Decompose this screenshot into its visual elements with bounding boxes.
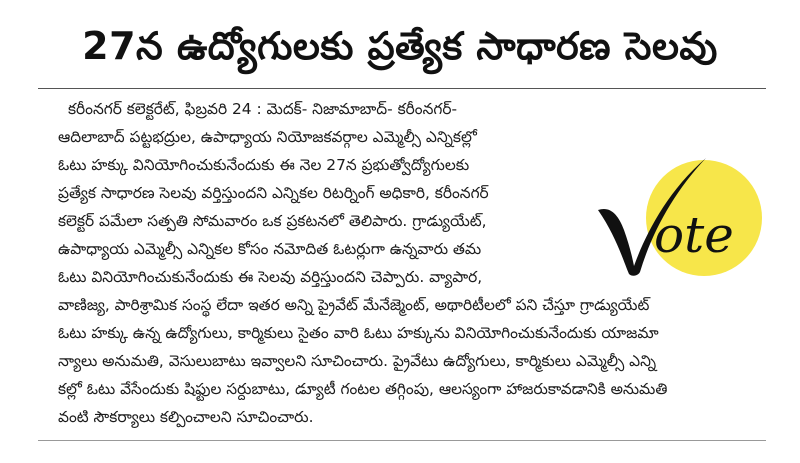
- bottom-divider: [38, 440, 766, 441]
- article-line: కల్లో ఓటు వేసేందుకు షిఫ్టుల సర్దుబాటు, డ్యూటీ గంటల తగ్గింపు, ఆలస్యంగా హాజరుకావడానికి అనుమతి: [58, 380, 668, 398]
- headline: 27న ఉద్యోగులకు ప్రత్యేక సాధారణ సెలవు: [82, 24, 718, 68]
- article-line: ఓటు హక్కు ఉన్న ఉద్యోగులు, కార్మికులు సైతం వారి ఓటు హక్కును వినియోగించుకునేందుకు యాజమా: [58, 324, 659, 342]
- article-line: ఆదిలాబాద్ పట్టభద్రుల, ఉపాధ్యాయ నియోజకవర్గాల ఎమ్మెల్సీ ఎన్నికల్లో: [58, 128, 477, 146]
- vote-word: ote: [654, 206, 734, 264]
- article-line: వాణిజ్య, పారిశ్రామిక సంస్థ లేదా ఇతర అన్ని ప్రైవేట్ మేనేజ్మెంట్, అథారిటీలలో పని చేస్తూ గ్రాడ్యుయేట్: [58, 296, 650, 314]
- article-line: ఓటు హక్కు వినియోగించుకునేందుకు ఈ నెల 27న ప్రభుత్వోద్యోగులకు: [58, 156, 470, 174]
- article-line: న్యాలు అనుమతి, వెసులుబాటు ఇవ్వాలని సూచించారు. ప్రైవేటు ఉద్యోగులు, కార్మికులు ఎమ్మెల్సీ ఎన్ని: [58, 352, 657, 370]
- article-line: వంటి సౌకర్యాలు కల్పించాలని సూచించారు.: [58, 408, 314, 426]
- article-line: కలెక్టర్ పమేలా సత్పతి సోమవారం ఒక ప్రకటనలో తెలిపారు. గ్రాడ్యుయేట్,: [58, 212, 487, 230]
- article-line: ఉపాధ్యాయ ఎమ్మెల్సీ ఎన్నికల కోసం నమోదిత ఓటర్లుగా ఉన్నవారు తమ: [58, 240, 482, 258]
- article-line: ప్రత్యేక సాధారణ సెలవు వర్తిస్తుందని ఎన్నికల రిటర్నింగ్ అధికారి, కరీంనగర్: [58, 184, 489, 202]
- article-line: కరీంనగర్ కలెక్టరేట్, ఫిబ్రవరి 24 : మెదక్- నిజామాబాద్- కరీంనగర్-: [68, 100, 458, 118]
- vote-graphic: [596, 148, 766, 278]
- article-line: ఓటు వినియోగించుకునేందుకు ఈ సెలవు వర్తిస్తుందని చెప్పారు. వ్యాపార,: [58, 268, 483, 286]
